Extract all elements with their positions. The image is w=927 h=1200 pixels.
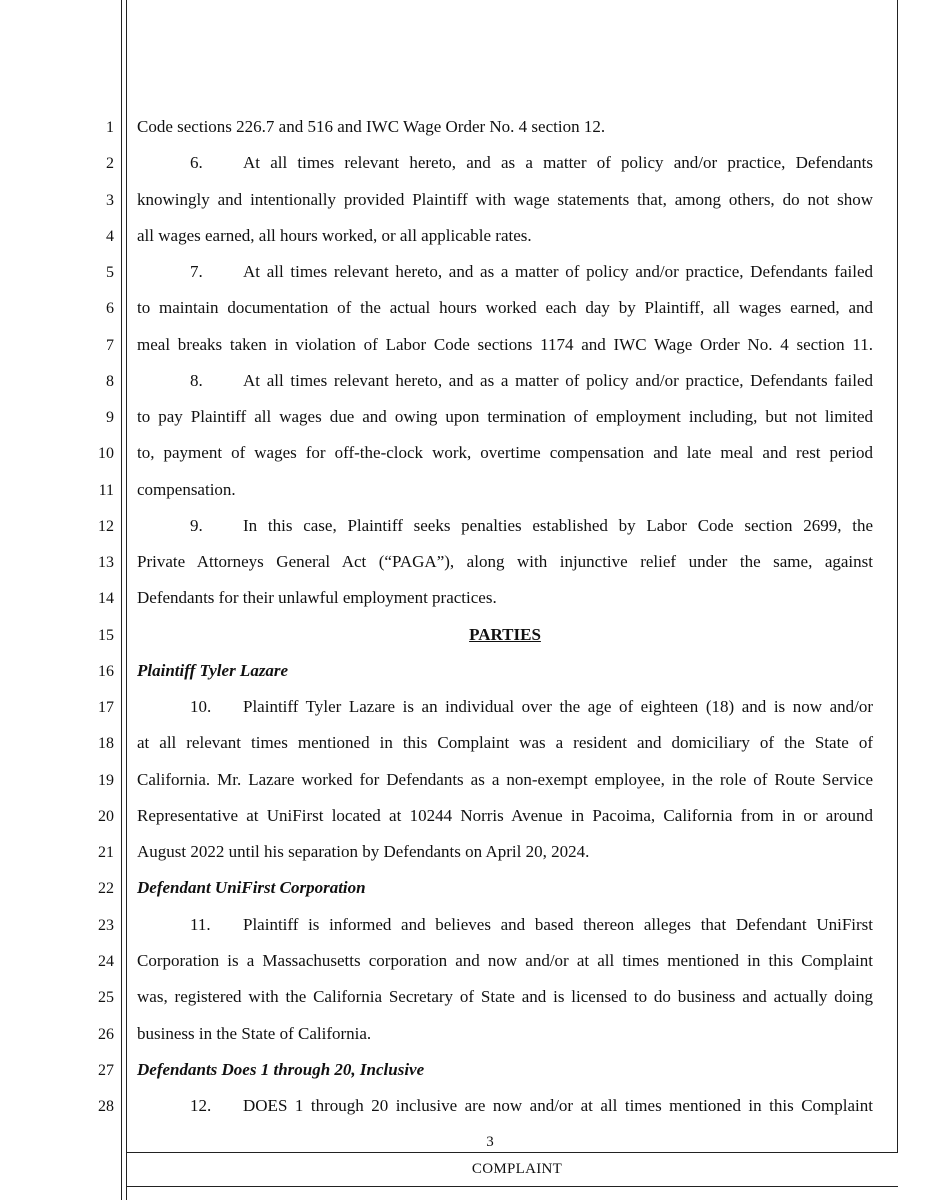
line-text: DOES 1 through 20 inclusive are now and/or at all times mentioned in this Complaint [243, 1096, 873, 1116]
footer-rule-bottom [126, 1186, 898, 1187]
line-number: 22 [98, 880, 114, 898]
line-number: 7 [106, 336, 114, 354]
line-number: 20 [98, 807, 114, 825]
paragraph-number: 6. [190, 153, 203, 173]
line-number: 13 [98, 554, 114, 572]
section-heading-parties [137, 625, 873, 645]
page-number: 3 [486, 1134, 494, 1150]
text-line [137, 842, 873, 862]
text-line [137, 153, 873, 173]
paragraph-number: 9. [190, 515, 203, 535]
text-line [137, 588, 873, 608]
line-text: Plaintiff Tyler Lazare is an individual over the age of eighteen (18) and is now and/or [243, 697, 873, 717]
text-line [137, 190, 873, 210]
line-text: August 2022 until his separation by Defendants on April 20, 2024. [137, 842, 590, 862]
line-number: 8 [106, 372, 114, 390]
text-line [137, 1024, 873, 1044]
paragraph-number: 7. [190, 262, 203, 282]
subheading-text: Defendants Does 1 through 20, Inclusive [137, 1059, 425, 1079]
line-text: Plaintiff is informed and believes and based thereon alleges that Defendant UniFirst [243, 914, 873, 934]
line-text: In this case, Plaintiff seeks penalties established by Labor Code section 2699, the [243, 515, 873, 535]
text-line [137, 552, 873, 572]
line-text: was, registered with the California Secretary of State and is licensed to do business and actually doing [137, 987, 873, 1007]
line-text: At all times relevant hereto, and as a matter of policy and/or practice, Defendants [243, 153, 873, 173]
text-line [137, 298, 873, 318]
line-text: Private Attorneys General Act (“PAGA”), along with injunctive relief under the same, against [137, 552, 873, 572]
line-number: 21 [98, 844, 114, 862]
line-number: 9 [106, 409, 114, 427]
line-text: knowingly and intentionally provided Plaintiff with wage statements that, among others, do not show [137, 189, 873, 209]
subheading-text: Plaintiff Tyler Lazare [137, 660, 289, 680]
text-line [137, 1096, 873, 1116]
footer-rule-top [126, 1152, 898, 1153]
line-number: 18 [98, 735, 114, 753]
line-text: Corporation is a Massachusetts corporation and now and/or at all times mentioned in this Complaint [137, 950, 873, 970]
line-text: all wages earned, all hours worked, or all applicable rates. [137, 225, 532, 245]
line-number: 16 [98, 662, 114, 680]
line-text: At all times relevant hereto, and as a matter of policy and/or practice, Defendants failed [243, 262, 873, 282]
text-line [137, 915, 873, 935]
line-text: Representative at UniFirst located at 10244 Norris Avenue in Pacoima, California from in or around [137, 805, 873, 825]
subheading-defendant [137, 878, 873, 898]
line-text: At all times relevant hereto, and as a matter of policy and/or practice, Defendants failed [243, 370, 873, 390]
text-line [137, 226, 873, 246]
paragraph-number: 10. [190, 697, 212, 717]
text-line [137, 770, 873, 790]
line-number: 2 [106, 155, 114, 173]
line-number: 28 [98, 1098, 114, 1116]
margin-rule-left-outer [121, 0, 122, 1200]
line-number: 12 [98, 517, 114, 535]
paragraph-number: 11. [190, 914, 211, 934]
line-number: 27 [98, 1061, 114, 1079]
line-number: 5 [106, 264, 114, 282]
text-line [137, 480, 873, 500]
line-number: 24 [98, 952, 114, 970]
text-line [137, 516, 873, 536]
text-line [137, 262, 873, 282]
line-text: Defendants for their unlawful employment practices. [137, 588, 497, 608]
footer-title: COMPLAINT [471, 1161, 563, 1177]
text-line [137, 697, 873, 717]
text-line [137, 951, 873, 971]
line-number: 4 [106, 227, 114, 245]
line-text: compensation. [137, 479, 236, 499]
line-number: 3 [106, 191, 114, 209]
text-line [137, 407, 873, 427]
text-line [137, 733, 873, 753]
line-text: to maintain documentation of the actual hours worked each day by Plaintiff, all wages earned, and [137, 298, 873, 318]
line-number: 15 [98, 626, 114, 644]
line-text: meal breaks taken in violation of Labor Code sections 1174 and IWC Wage Order No. 4 section 11. [137, 334, 873, 354]
text-line [137, 443, 873, 463]
subheading-does [137, 1060, 873, 1080]
text-line [137, 117, 873, 137]
line-number: 19 [98, 771, 114, 789]
line-number: 17 [98, 699, 114, 717]
line-number: 1 [106, 119, 114, 136]
subheading-text: Defendant UniFirst Corporation [137, 878, 366, 898]
text-line [137, 335, 873, 355]
line-text: California. Mr. Lazare worked for Defendants as a non-exempt employee, in the role of Route Service [137, 769, 873, 789]
paragraph-number: 8. [190, 370, 203, 390]
margin-rule-right [897, 0, 898, 1152]
line-text: business in the State of California. [137, 1023, 372, 1043]
line-number: 10 [98, 445, 114, 463]
heading-text: PARTIES [469, 624, 541, 644]
line-number: 14 [98, 590, 114, 608]
line-number: 23 [98, 916, 114, 934]
line-number: 26 [98, 1025, 114, 1043]
margin-rule-left-inner [126, 0, 127, 1200]
line-text: Code sections 226.7 and 516 and IWC Wage Order No. 4 section 12. [137, 117, 606, 136]
line-number: 11 [98, 481, 114, 499]
line-text: to pay Plaintiff all wages due and owing upon termination of employment including, but not limited [137, 407, 873, 427]
subheading-plaintiff [137, 661, 873, 681]
line-number: 25 [98, 989, 114, 1007]
text-line [137, 806, 873, 826]
text-line [137, 371, 873, 391]
text-line [137, 987, 873, 1007]
paragraph-number: 12. [190, 1096, 212, 1116]
line-number: 6 [106, 300, 114, 318]
line-text: to, payment of wages for off-the-clock work, overtime compensation and late meal and rest period [137, 443, 873, 463]
line-text: at all relevant times mentioned in this Complaint was a resident and domiciliary of the State of [137, 733, 873, 753]
